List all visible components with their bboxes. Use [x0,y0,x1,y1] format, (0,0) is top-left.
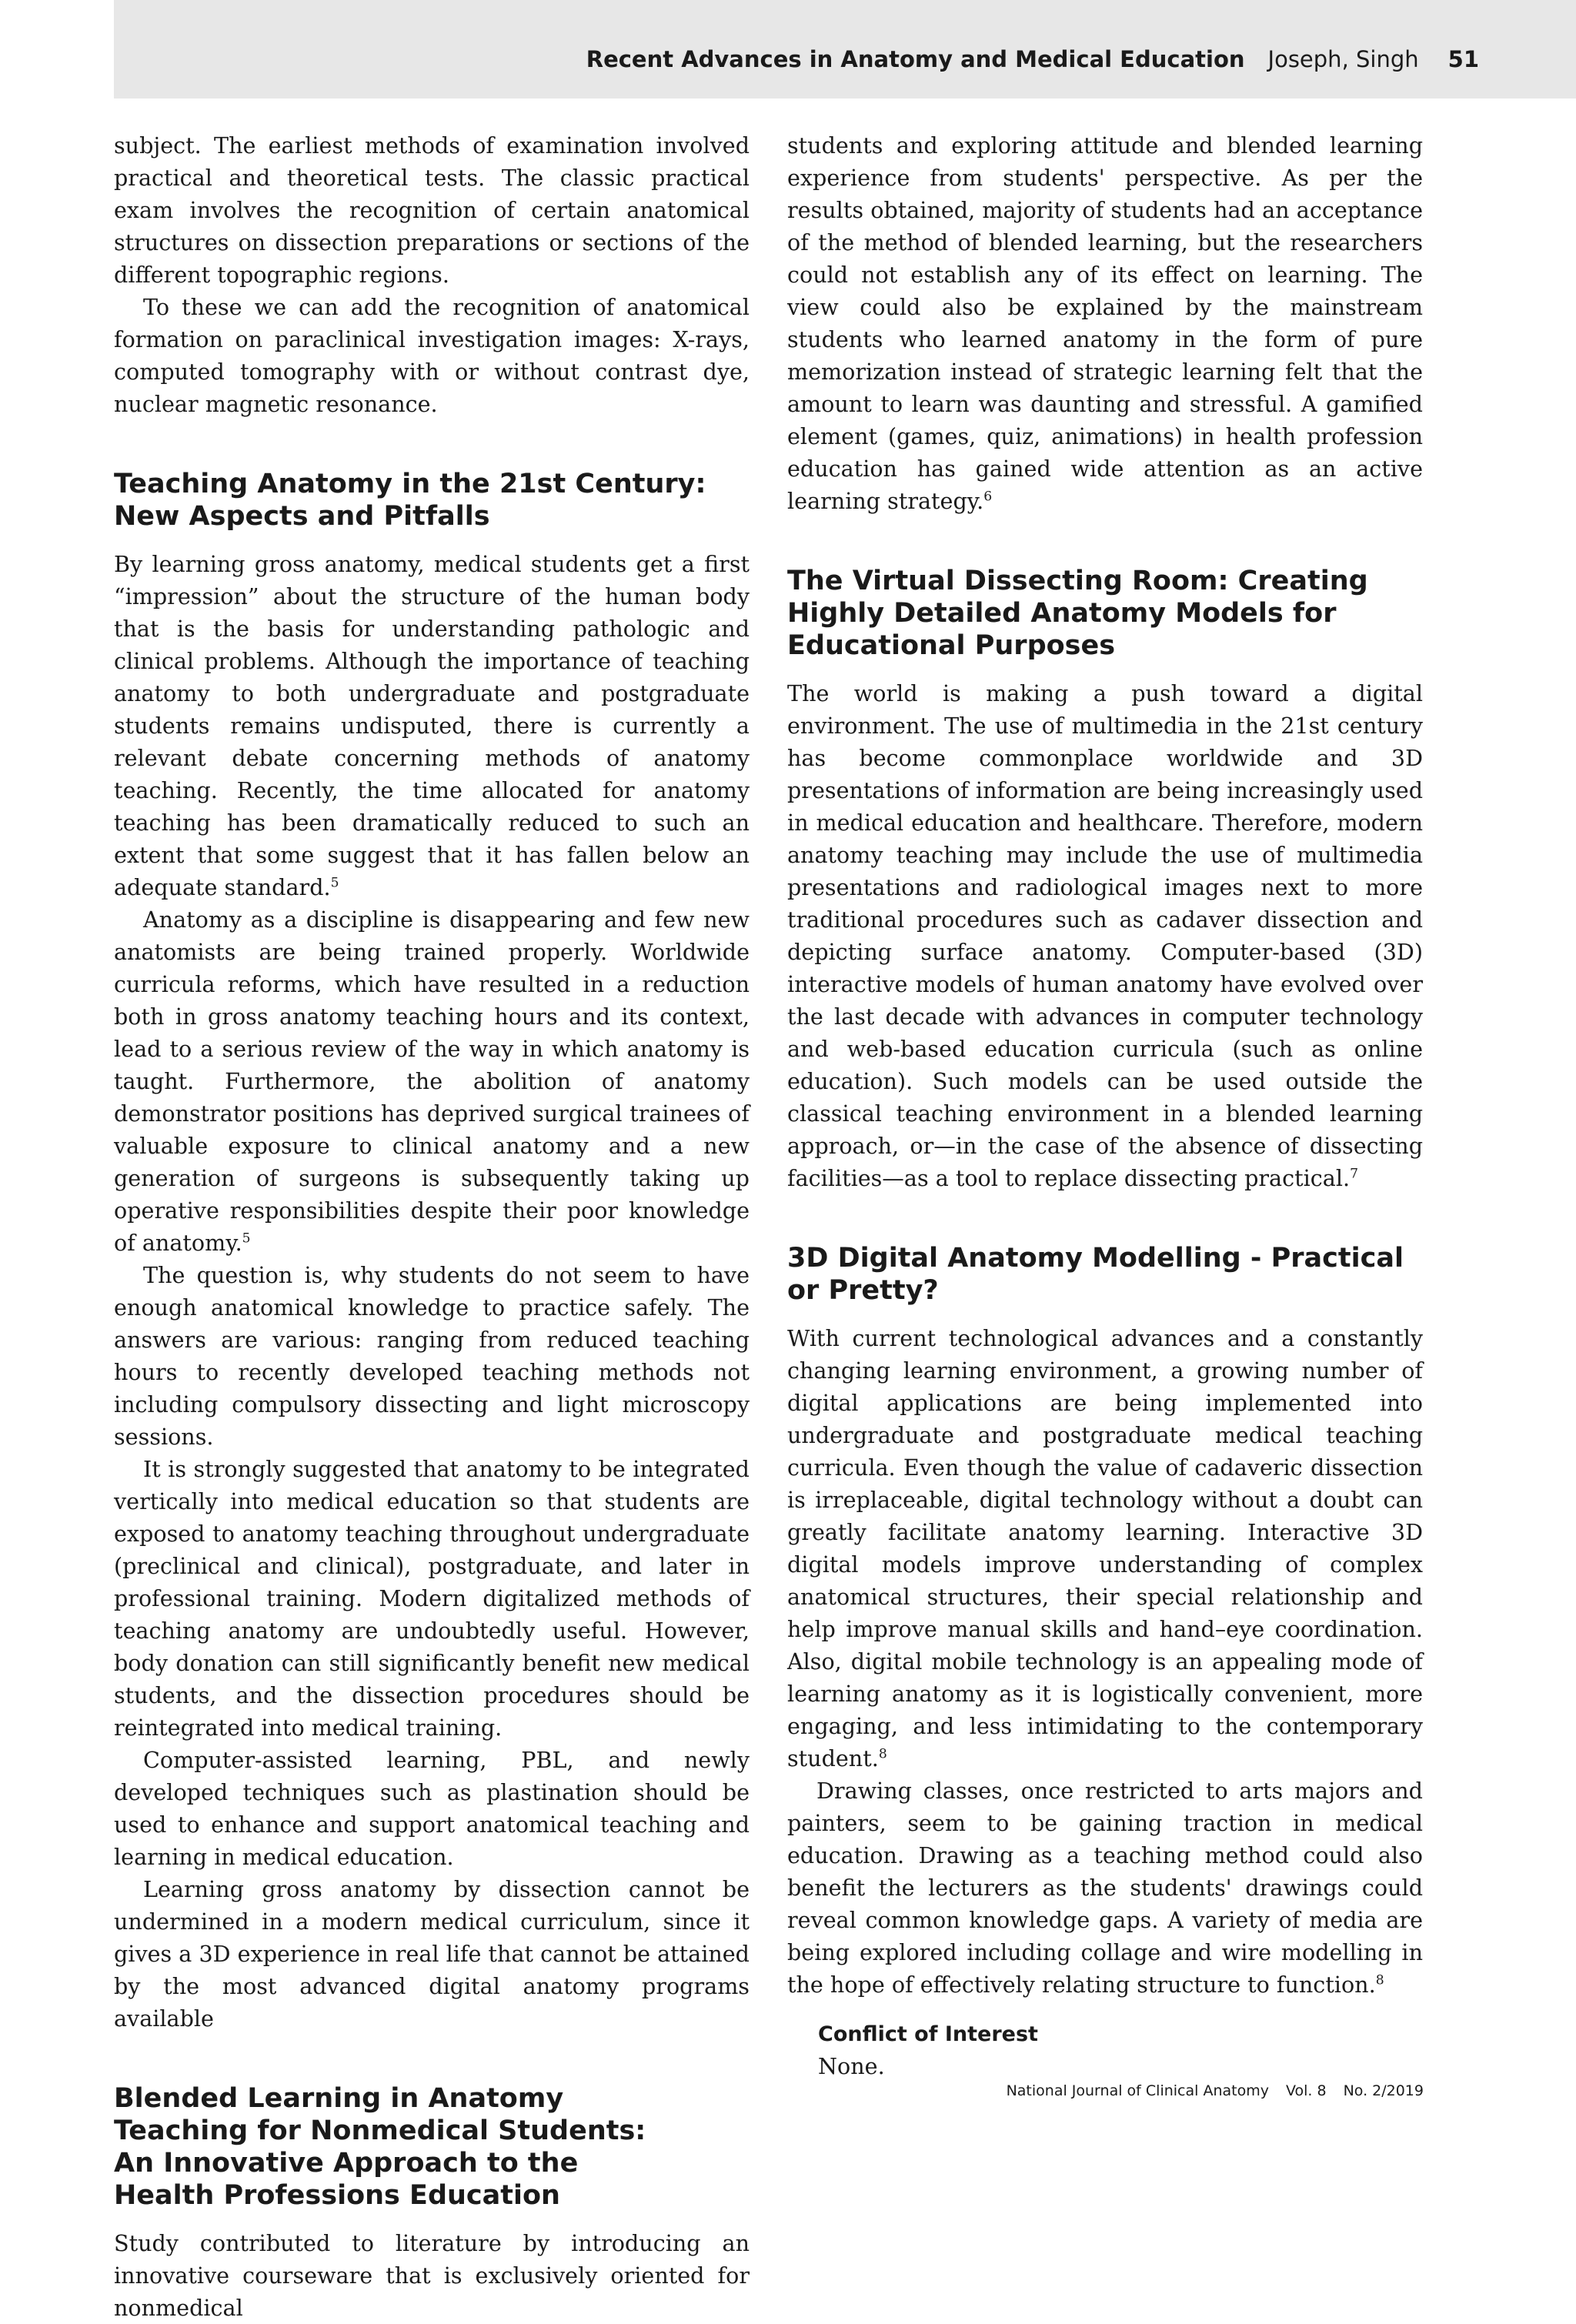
reference-marker: 7 [1350,1166,1358,1182]
paragraph-text: By learning gross anatomy, medical students get a first “impression” about the structure of the human body that is the basis for understanding pathologic and clinical problems. Although the importance of teaching anatomy to both undergraduate and postgraduate students remains undisputed, there is currently a relevant debate concerning methods of anatomy teaching. Recently, the time allocated for anatomy teaching has been dramatically reduced to such an extent that some suggest that it has fallen below an adequate standard. [114,551,750,900]
section-heading-teaching-anatomy: Teaching Anatomy in the 21st Century: New Aspects and Pitfalls [114,469,706,532]
header-journal-title: Recent Advances in Anatomy and Medical Education [586,46,1245,72]
page-number: 51 [1447,46,1479,72]
paragraph [787,1322,1423,1775]
paragraph: It is strongly suggested that anatomy to be integrated vertically into medical education so that students are exposed to anatomy teaching throughout undergraduate (preclinical and clinical), postgraduate, and later in professional training. Modern digitalized methods of teaching anatomy are undoubtedly useful. However, body donation can still significantly benefit new medical students, and the dissection procedures should be reintegrated into medical training. [114,1456,750,1741]
paragraph: To these we can add the recognition of anatomical formation on paraclinical investigation images: X-rays, computed tomography with or without contrast dye, nuclear magnetic resonance. [114,294,750,417]
reference-marker: 5 [330,875,339,891]
footer-journal: National Journal of Clinical Anatomy [1006,2082,1269,2099]
footer-issue: No. 2/2019 [1343,2082,1424,2099]
paragraph-text: students and exploring attitude and blended learning experience from students' perspective. As per the results obtained, majority of students had an acceptance of the method of blended learning, but the researchers could not establish any of its effect on learning. The view could also be explained by the mainstream students who learned anatomy in the form of pure memorization instead of strategic learning felt that the amount to learn was daunting and stressful. A gamified element (games, quiz, animations) in health profession education has gained wide attention as an active learning strategy. [787,132,1423,514]
conflict-of-interest [787,2019,1423,2082]
section-heading-3d-digital-anatomy: 3D Digital Anatomy Modelling - Practical or Pretty? [787,1243,1404,1306]
right-column [787,129,1423,2082]
conflict-of-interest-body: None. [818,2053,885,2079]
paragraph-text: Anatomy as a discipline is disappearing and few new anatomists are being trained properly. Worldwide curricula reforms, which have resulted in a reduction both in gross anatomy teaching hours and its context, lead to a serious review of the way in which anatomy is taught. Furthermore, the abolition of anatomy demonstrator positions has deprived surgical trainees of valuable exposure to clinical anatomy and a new generation of surgeons is subsequently taking up operative responsibilities despite their poor knowledge of anatomy. [114,907,750,1256]
paragraph [787,677,1423,1194]
paragraph [787,1775,1423,2001]
section-heading-virtual-dissecting-room: The Virtual Dissecting Room: Creating Highly Detailed Anatomy Models for Educational Purposes [787,566,1368,661]
paragraph [114,548,750,903]
left-column [114,129,750,2324]
reference-marker: 6 [983,489,993,505]
conflict-of-interest-heading: Conflict of Interest [818,2022,1038,2046]
paragraph: subject. The earliest methods of examination involved practical and theoretical tests. The classic practical exam involves the recognition of certain anatomical structures on dissection preparations or sections of the different topographic regions. [114,132,750,288]
paragraph-text: Drawing classes, once restricted to arts majors and painters, seem to be gaining traction in medical education. Drawing as a teaching method could also benefit the lecturers as the students' drawings could reveal common knowledge gaps. A variety of media are being explored including collage and wire modelling in the hope of effectively relating structure to function. [787,1778,1423,1998]
paragraph [787,129,1423,517]
section-heading-blended-learning: Blended Learning in Anatomy Teaching for Nonmedical Students: An Innovative Approach to the Health Professions Education [114,2083,646,2211]
reference-marker: 8 [1375,1972,1384,1988]
paragraph: Learning gross anatomy by dissection cannot be undermined in a modern medical curriculum, since it gives a 3D experience in real life that cannot be attained by the most advanced digital anatomy programs available [114,1876,750,2032]
paragraph: Computer-assisted learning, PBL, and newly developed techniques such as plastination should be used to enhance and support anatomical teaching and learning in medical education. [114,1747,750,1870]
reference-marker: 8 [878,1746,887,1762]
page-footer [1007,2082,1424,2099]
reference-marker: 5 [242,1230,251,1247]
paragraph-text: The world is making a push toward a digital environment. The use of multimedia in the 21st century has become commonplace worldwide and 3D presentations of information are being increasingly used in medical education and healthcare. Therefore, modern anatomy teaching may include the use of multimedia presentations and radiological images next to more traditional procedures such as cadaver dissection and depicting surface anatomy. Computer-based (3D) interactive models of human anatomy have evolved over the last decade with advances in computer technology and web-based education curricula (such as online education). Such models can be used outside the classical teaching environment in a blended learning approach, or—in the case of the absence of dissecting facilities—as a tool to replace dissecting practical. [787,680,1423,1191]
paragraph-text: With current technological advances and a constantly changing learning environment, a growing number of digital applications are being implemented into undergraduate and postgraduate medical teaching curricula. Even though the value of cadaveric dissection is irreplaceable, digital technology without a doubt can greatly facilitate anatomy learning. Interactive 3D digital models improve understanding of complex anatomical structures, their special relationship and help improve manual skills and hand–eye coordination. Also, digital mobile technology is an appealing mode of learning anatomy as it is logistically convenient, more engaging, and less intimidating to the contemporary student. [787,1325,1423,1771]
running-header [114,0,1576,99]
running-header-text [586,46,1479,85]
paragraph: Study contributed to literature by introducing an innovative courseware that is exclusively oriented for nonmedical [114,2230,750,2321]
paragraph: The question is, why students do not seem to have enough anatomical knowledge to practice safely. The answers are various: ranging from reduced teaching hours to recently developed teaching methods not including compulsory dissecting and light microscopy sessions. [114,1262,750,1450]
header-authors: Joseph, Singh [1267,46,1419,72]
footer-volume: Vol. 8 [1285,2082,1327,2099]
paragraph [114,903,750,1259]
